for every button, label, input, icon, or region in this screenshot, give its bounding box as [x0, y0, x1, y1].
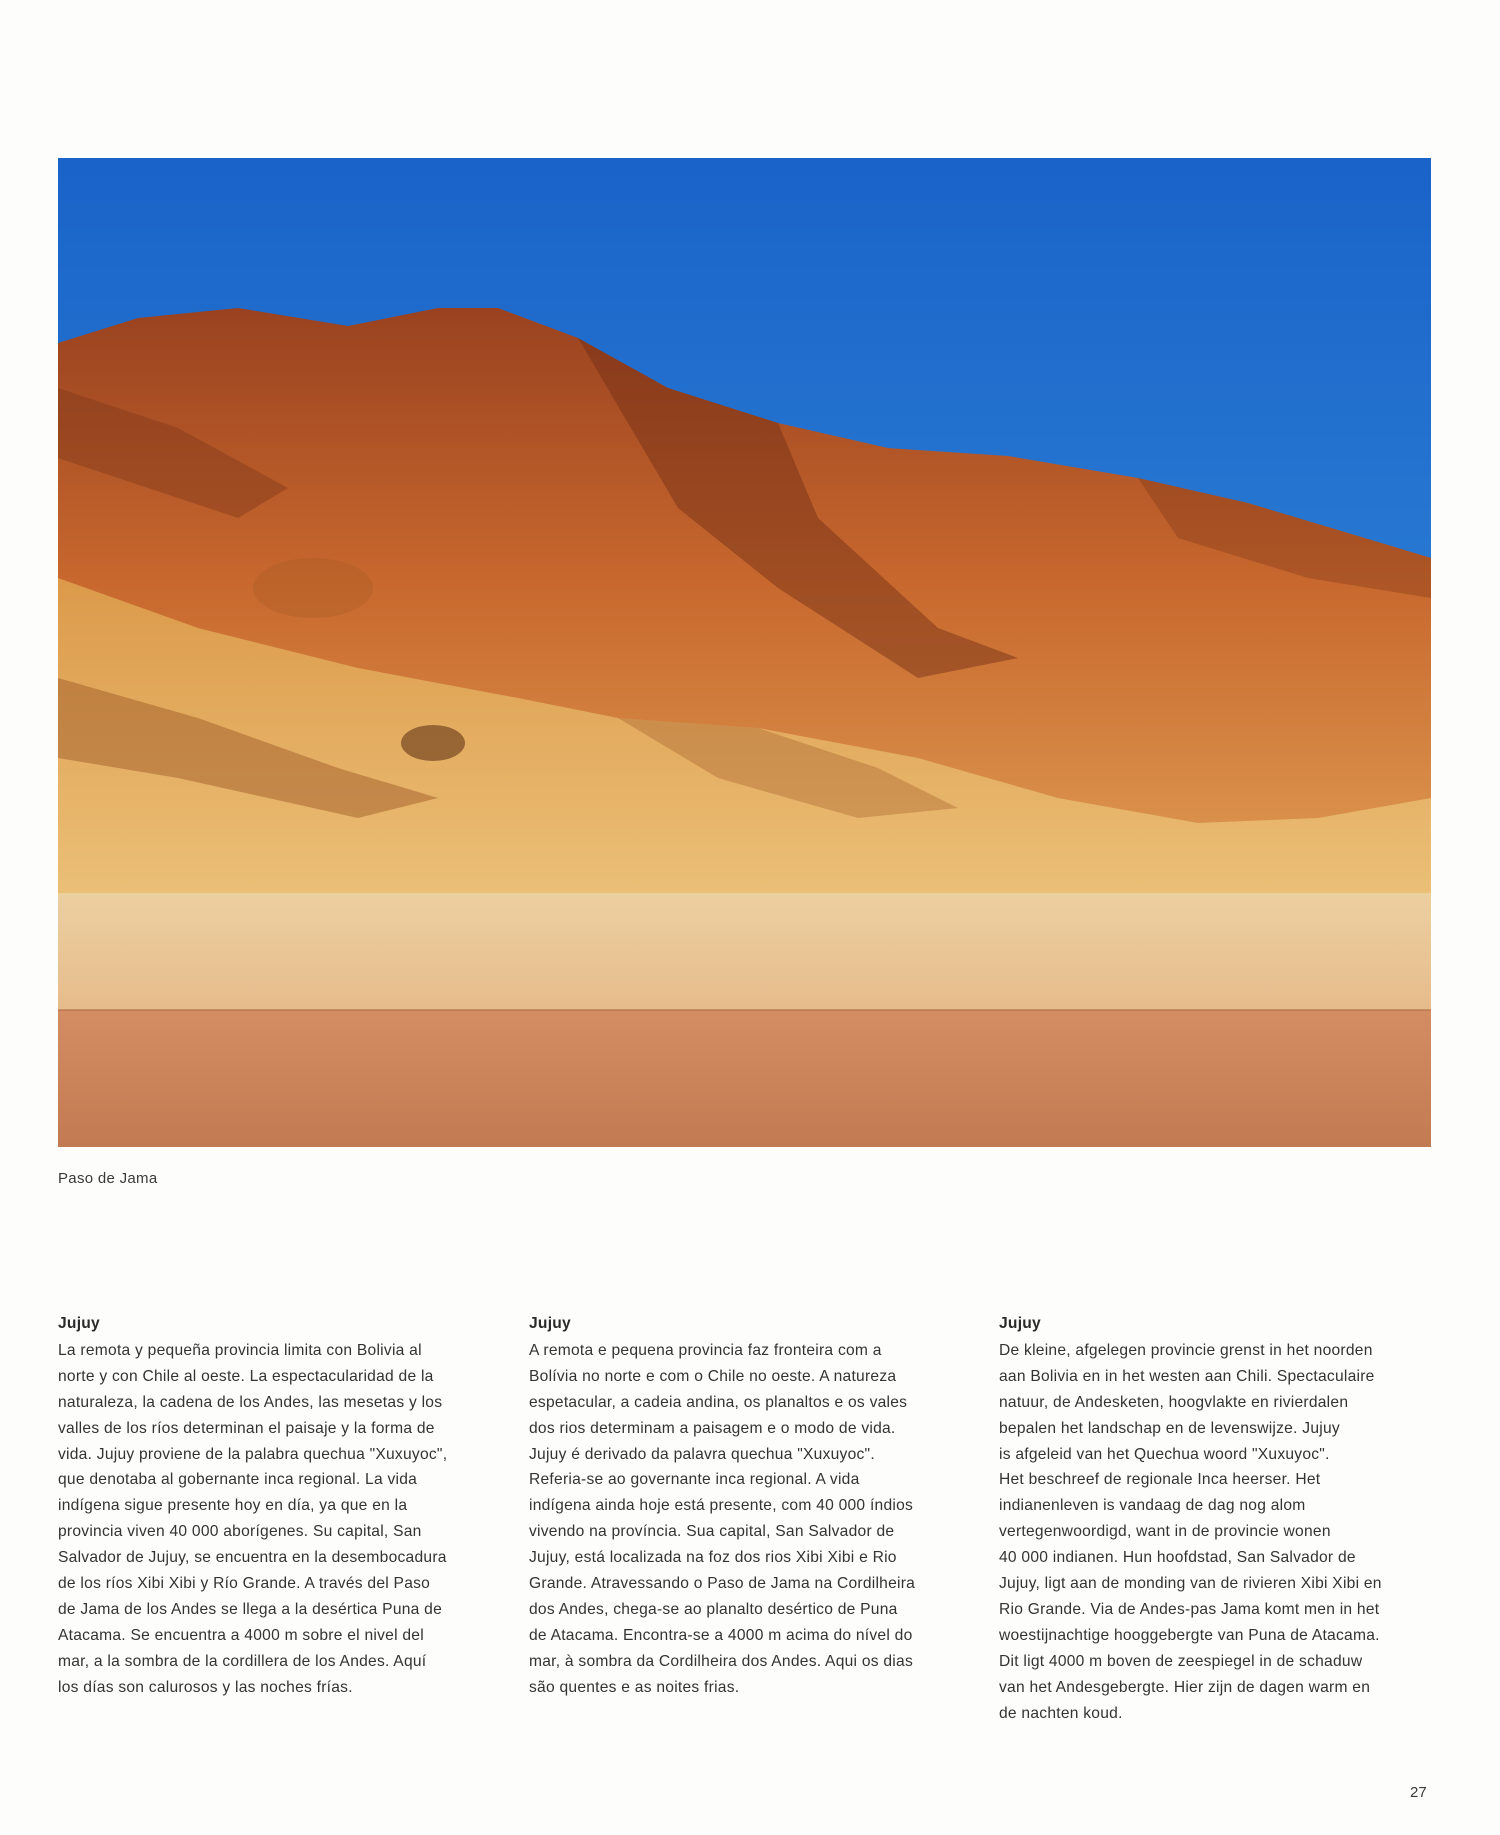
text-line: de Atacama. Encontra-se a 4000 m acima do nível do — [529, 1626, 913, 1644]
text-line: Referia-se ao governante inca regional. A vida — [529, 1471, 860, 1489]
text-line: que denotaba al gobernante inca regional. La vida — [58, 1471, 418, 1489]
text-column-spanish — [58, 1311, 488, 1701]
text-line: Jujuy, está localizada na foz dos rios Xibi Xibi e Rio — [529, 1549, 897, 1567]
photo-caption: Paso de Jama — [58, 1170, 158, 1187]
text-column-dutch — [999, 1311, 1429, 1727]
text-line: de nachten koud. — [999, 1704, 1123, 1722]
foreground-gravel — [58, 1010, 1431, 1147]
text-line: La remota y pequeña provincia limita con Bolivia al — [58, 1341, 422, 1359]
text-line: Jujuy é derivado da palavra quechua "Xuxuyoc". — [529, 1445, 875, 1463]
text-line: Dit ligt 4000 m boven de zeespiegel in de schaduw — [999, 1652, 1363, 1670]
text-line: indígena ainda hoje está presente, com 40 000 índios — [529, 1497, 914, 1515]
text-line: indianenleven is vandaag de dag nog alom — [999, 1497, 1306, 1515]
text-line: vivendo na província. Sua capital, San Salvador de — [529, 1523, 895, 1541]
text-line: van het Andesgebergte. Hier zijn de dagen warm en — [999, 1678, 1371, 1696]
text-line: valles de los ríos determinan el paisaje y la forma de — [58, 1419, 435, 1437]
column-body — [58, 1338, 488, 1701]
text-column-portuguese — [529, 1311, 959, 1701]
text-line: de Jama de los Andes se llega a la desértica Puna de — [58, 1600, 443, 1618]
text-line: norte y con Chile al oeste. La espectacularidad de la — [58, 1367, 434, 1385]
text-line: de los ríos Xibi Xibi y Río Grande. A través del Paso — [58, 1575, 431, 1593]
landscape-illustration — [58, 158, 1431, 1147]
text-line: A remota e pequena provincia faz fronteira com a — [529, 1341, 882, 1359]
text-line: Grande. Atravessando o Paso de Jama na Cordilheira — [529, 1575, 916, 1593]
text-line: De kleine, afgelegen provincie grenst in het noorden — [999, 1341, 1373, 1359]
text-line: bepalen het landschap en de levenswijze. Jujuy — [999, 1419, 1340, 1437]
text-line: dos rios determinam a paisagem e o modo de vida. — [529, 1419, 896, 1437]
text-line: indígena sigue presente hoy en día, ya que en la — [58, 1497, 408, 1515]
text-line: Jujuy, ligt aan de monding van de rivieren Xibi Xibi en — [999, 1575, 1382, 1593]
column-body — [999, 1338, 1429, 1727]
text-line: mar, a la sombra de la cordillera de los Andes. Aquí — [58, 1652, 427, 1670]
column-heading: Jujuy — [529, 1315, 571, 1332]
text-line: Rio Grande. Via de Andes-pas Jama komt men in het — [999, 1600, 1380, 1618]
text-line: provincia viven 40 000 aborígenes. Su capital, San — [58, 1523, 422, 1541]
column-heading: Jujuy — [58, 1315, 100, 1332]
text-line: Atacama. Se encuentra a 4000 m sobre el nivel del — [58, 1626, 424, 1644]
text-line: Het beschreef de regionale Inca heerser. Het — [999, 1471, 1321, 1489]
text-line: são quentes e as noites frias. — [529, 1678, 740, 1696]
text-line: Bolívia no norte e com o Chile no oeste. A natureza — [529, 1367, 897, 1385]
column-heading: Jujuy — [999, 1315, 1041, 1332]
desert-plain — [58, 893, 1431, 1023]
page-number: 27 — [1410, 1784, 1427, 1801]
text-line: naturaleza, la cadena de los Andes, las mesetas y los — [58, 1393, 443, 1411]
text-line: is afgeleid van het Quechua woord "Xuxuyoc". — [999, 1445, 1330, 1463]
cloud-shadow — [401, 725, 465, 761]
text-line: dos Andes, chega-se ao planalto desértico de Puna — [529, 1600, 898, 1618]
text-line: 40 000 indianen. Hun hoofdstad, San Salvador de — [999, 1549, 1356, 1567]
text-line: aan Bolivia en in het westen aan Chili. Spectaculaire — [999, 1367, 1375, 1385]
text-line: natuur, de Andesketen, hoogvlakte en rivierdalen — [999, 1393, 1349, 1411]
text-line: vertegenwoordigd, want in de provincie wonen — [999, 1523, 1331, 1541]
text-line: Salvador de Jujuy, se encuentra en la desembocadura — [58, 1549, 447, 1567]
column-body — [529, 1338, 959, 1701]
text-line: espetacular, a cadeia andina, os planaltos e os vales — [529, 1393, 908, 1411]
landscape-photo — [58, 158, 1431, 1147]
text-line: woestijnachtige hooggebergte van Puna de Atacama. — [999, 1626, 1380, 1644]
text-line: los días son calurosos y las noches frías. — [58, 1678, 353, 1696]
cloud-shadow-2 — [253, 558, 373, 618]
text-line: vida. Jujuy proviene de la palabra quechua "Xuxuyoc", — [58, 1445, 448, 1463]
text-line: mar, à sombra da Cordilheira dos Andes. Aqui os dias — [529, 1652, 913, 1670]
